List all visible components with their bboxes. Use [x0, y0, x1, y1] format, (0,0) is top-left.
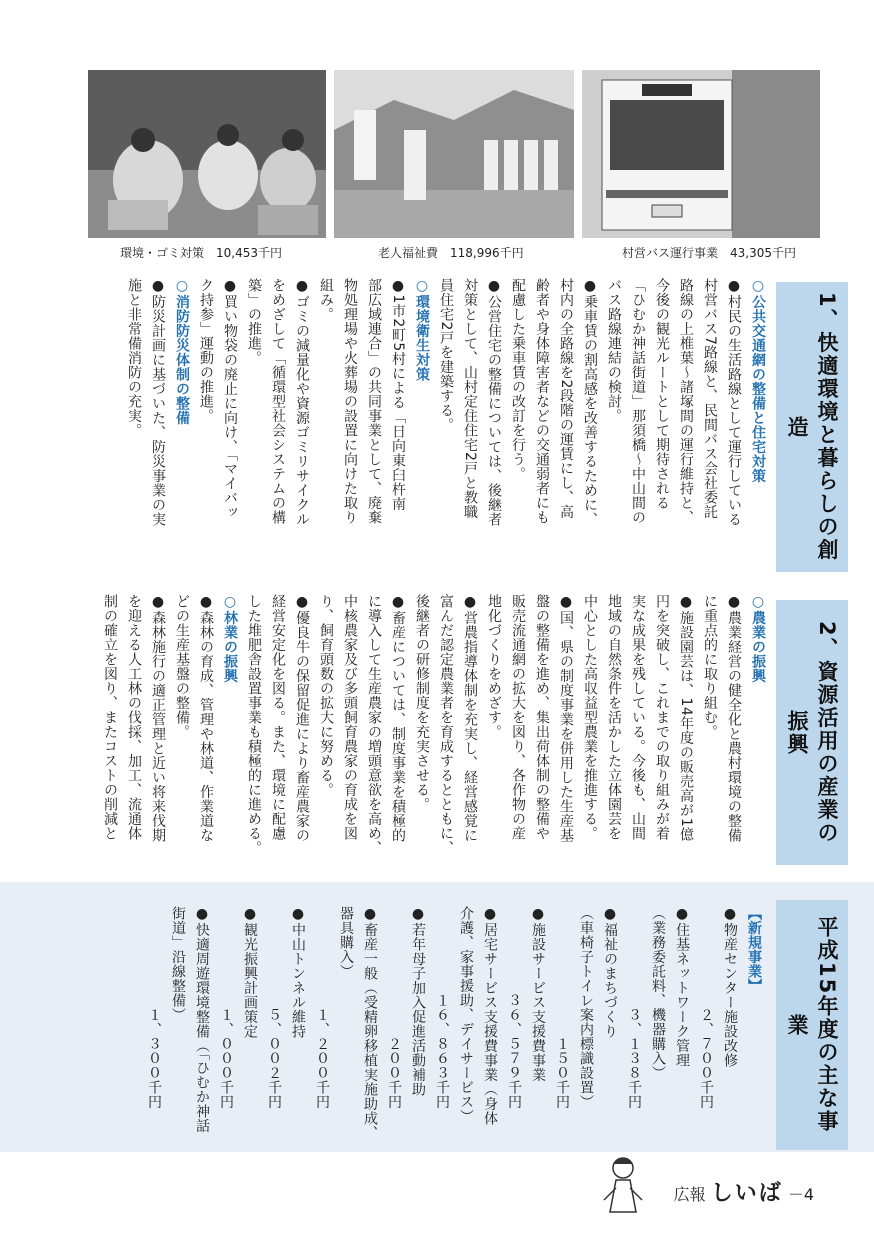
- text-line: ●村民の生活路線として運行している: [726, 278, 742, 527]
- text-line: 中核農家及び多頭飼育農家の育成を図: [342, 594, 358, 841]
- section3-body: [120, 906, 766, 1146]
- text-line: バス路線連結の検討。: [606, 278, 622, 423]
- text-line: ●畜産については、制度事業を積極的: [390, 594, 406, 843]
- text-line: 介護、家事援助、デイサービス）: [458, 906, 474, 1124]
- text-line: 後継者の研修制度を充実させる。: [414, 594, 430, 812]
- text-line: 組み。: [318, 278, 334, 322]
- text-line: ●施設サービス支援費事業: [530, 906, 546, 1082]
- text-line: ●観光振興計画策定: [242, 906, 258, 1039]
- text-line: １６、８６３千円: [434, 906, 450, 1109]
- text-line: ●優良牛の保留促進により畜産農家の: [294, 594, 310, 843]
- text-line: ●福祉のまちづくり: [602, 906, 618, 1039]
- caption-elderly-welfare: 老人福祉費 118,996千円: [378, 246, 524, 260]
- village-bus-photo: [582, 70, 820, 238]
- text-line: 村内の全路線を2段階の運賃にし、高: [558, 278, 574, 520]
- elderly-gateball-photo: [334, 70, 574, 238]
- text-line: 盤の整備を進め、集出荷体制の整備や: [534, 594, 550, 841]
- garbage-sorting-photo: [88, 70, 326, 238]
- text-line: を迎える人工林の伐採、加工、流通体: [126, 594, 142, 841]
- text-line: 部広域連合」の共同事業として、廃棄: [366, 278, 382, 525]
- section2-title: 2、資源活用の産業の振興: [776, 600, 848, 865]
- text-line: 中心とした高収益型農業を推進する。: [582, 594, 598, 841]
- text-line: ●国、県の制度事業を併用した生産基: [558, 594, 574, 843]
- section1-body: [110, 278, 770, 568]
- text-line: 物処理場や火葬場の設置に向けた取り: [342, 278, 358, 525]
- subheading: ○環境衛生対策: [414, 278, 430, 382]
- text-line: 今後の観光ルートとして期待される: [654, 278, 670, 510]
- subheading: 【新規事業】: [746, 906, 762, 993]
- text-line: 配慮した乗車賃の改訂を行う。: [510, 278, 526, 481]
- photo-elderly-gateball: [334, 70, 574, 238]
- footer-masthead: [674, 1176, 814, 1207]
- text-line: 築」の推進。: [246, 278, 262, 365]
- text-line: ３６、５７９千円: [506, 906, 522, 1109]
- text-line: ●快適周遊環境整備（「ひむか神話: [194, 906, 210, 1133]
- text-line: 制の確立を図り、またコストの削減と: [102, 594, 118, 841]
- text-line: 村営バス7路線と、民間バス会社委託: [702, 278, 718, 520]
- text-line: 経営安定化を図る。また、環境に配慮: [270, 594, 286, 841]
- text-line: ●施設園芸は、14年度の販売高が1億: [678, 594, 694, 842]
- text-line: ●住基ネットワーク管理: [674, 906, 690, 1068]
- subheading: ○林業の振興: [222, 594, 238, 683]
- section2-body: [98, 594, 770, 862]
- text-line: 施と非常備消防の充実。: [126, 278, 142, 438]
- section3-title: 平成15年度の主な事業: [776, 900, 848, 1150]
- text-line: １、２００千円: [314, 906, 330, 1109]
- text-line: ●森林施行の適正管理と近い将来伐期: [150, 594, 166, 843]
- text-line: １、０００千円: [218, 906, 234, 1109]
- footer-prefix: 広報: [673, 1185, 706, 1204]
- subheading: ○農業の振興: [750, 594, 766, 683]
- text-line: （車椅子トイレ案内標識設置）: [578, 906, 594, 1109]
- text-line: ２００千円: [386, 906, 402, 1109]
- text-line: 街道」沿線整備）: [170, 906, 186, 1022]
- text-line: ●1市2町5村による「日向東臼杵南: [390, 278, 406, 512]
- text-line: １５０千円: [554, 906, 570, 1109]
- mascot-girl-icon: [598, 1152, 648, 1216]
- text-line: 地域の自然条件を活かした立体園芸を: [606, 594, 622, 841]
- caption-garbage: 環境・ゴミ対策 10,453千円: [120, 246, 282, 260]
- text-line: ●営農指導体制を充実し、経営感覚に: [462, 594, 478, 843]
- text-line: 「ひむか神話街道」那須橋～中山間の: [630, 278, 646, 525]
- text-line: した堆肥舎設置事業も積極的に進める。: [246, 594, 262, 855]
- subheading: ○消防防災体制の整備: [174, 278, 190, 425]
- text-line: ●農業経営の健全化と農村環境の整備: [726, 594, 742, 843]
- text-line: ●中山トンネル維持: [290, 906, 306, 1039]
- caption-village-bus: 村営バス運行事業 43,305千円: [622, 246, 796, 260]
- text-line: 対策として、山村定住住宅2戸と教職: [462, 278, 478, 520]
- footer-page-number: －4: [787, 1185, 814, 1204]
- text-line: に重点的に取り組む。: [702, 594, 718, 739]
- photo-village-bus: [582, 70, 820, 238]
- text-line: ●若年母子加入促進活動補助: [410, 906, 426, 1097]
- text-line: ●森林の育成、管理や林道、作業道な: [198, 594, 214, 843]
- text-line: 販売流通網の拡大を図り、各作物の産: [510, 594, 526, 841]
- text-line: １、３００千円: [146, 906, 162, 1109]
- text-line: ●公営住宅の整備については、後継者: [486, 278, 502, 527]
- text-line: 路線の上椎葉～諸塚間の運行維持と、: [678, 278, 694, 525]
- text-line: 齢者や身体障害者などの交通弱者にも: [534, 278, 550, 525]
- photo-garbage-sorting: [88, 70, 326, 238]
- text-line: ●ゴミの減量化や資源ゴミリサイクル: [294, 278, 310, 527]
- subheading: ○公共交通網の整備と住宅対策: [750, 278, 766, 483]
- text-line: り、飼育頭数の拡大に努める。: [318, 594, 334, 797]
- text-line: 地化づくりをめざす。: [486, 594, 502, 739]
- text-line: ●乗車賃の割高感を改善するために、: [582, 278, 598, 527]
- section1-title: 1、快適環境と暮らしの創造: [776, 282, 848, 572]
- text-line: （業務委託料、機器購入）: [650, 906, 666, 1080]
- text-line: 円を突破し、これまでの取り組みが着: [654, 594, 670, 841]
- text-line: ●居宅サービス支援費事業（身体: [482, 906, 498, 1126]
- text-line: に導入して生産農家の増頭意欲を高め、: [366, 594, 382, 855]
- text-line: 実な成果を残している。今後も、山間: [630, 594, 646, 841]
- text-line: ●防災計画に基づいた、防災事業の実: [150, 278, 166, 527]
- text-line: 員住宅2戸を建築する。: [438, 278, 454, 433]
- text-line: ３、１３８千円: [626, 906, 642, 1109]
- text-line: ●畜産一般（受精卵移植実施助成、: [362, 906, 378, 1140]
- text-line: ５、００２千円: [266, 906, 282, 1109]
- text-line: 器具購入）: [338, 906, 354, 979]
- text-line: ●買い物袋の廃止に向け、「マイバッ: [222, 278, 238, 520]
- text-line: ク持参」運動の推進。: [198, 278, 214, 423]
- text-line: どの生産基盤の整備。: [174, 594, 190, 739]
- text-line: をめざして「循環型社会システムの構: [270, 278, 286, 525]
- footer-magazine-name: しいば: [710, 1181, 783, 1206]
- text-line: 富んだ認定農業者を育成するとともに、: [438, 594, 454, 855]
- text-line: ●物産センター施設改修: [722, 906, 738, 1068]
- text-line: ２、７００千円: [698, 906, 714, 1109]
